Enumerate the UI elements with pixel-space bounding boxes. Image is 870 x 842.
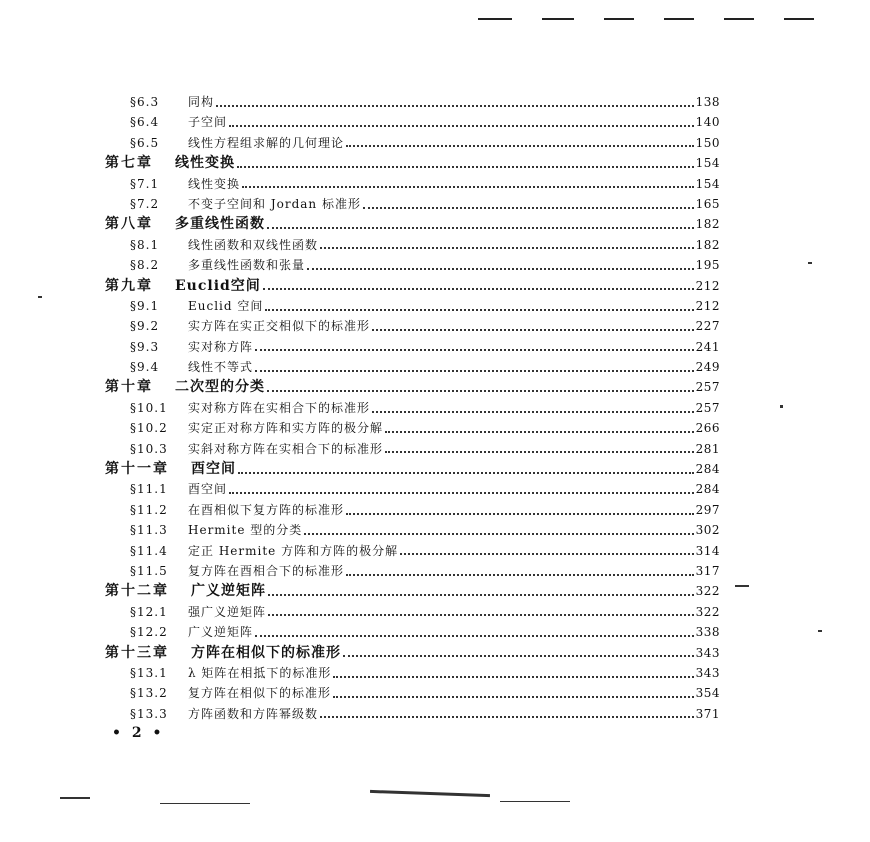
section-number: §6.5 xyxy=(130,135,160,150)
scan-mark xyxy=(780,405,783,408)
section-number: §7.2 xyxy=(130,196,160,211)
toc-section-row xyxy=(105,663,720,683)
section-title: 在酉相似下复方阵的标准形 xyxy=(188,502,345,517)
page-number: 314 xyxy=(695,543,720,558)
toc-section-row xyxy=(105,561,720,581)
toc-chapter-row xyxy=(105,459,720,479)
page-number: 322 xyxy=(695,604,720,619)
section-number: §10.1 xyxy=(130,400,168,415)
section-number: §13.2 xyxy=(130,686,168,701)
section-number: §11.2 xyxy=(130,502,168,517)
page-number: 154 xyxy=(695,156,720,171)
toc-chapter-row xyxy=(105,153,720,173)
section-title: 广义逆矩阵 xyxy=(188,625,254,640)
page-number: 371 xyxy=(695,706,720,721)
page-number: 154 xyxy=(695,176,720,191)
section-number: §13.1 xyxy=(130,665,168,680)
section-title: λ 矩阵在相抵下的标准形 xyxy=(188,665,332,680)
page-number: 212 xyxy=(695,278,720,293)
toc-section-row xyxy=(105,479,720,499)
dot-leader xyxy=(229,124,694,127)
section-title: 实对称方阵 xyxy=(188,339,254,354)
section-title: 线性变换 xyxy=(188,176,241,191)
page-number: 284 xyxy=(695,482,720,497)
dot-leader xyxy=(255,369,694,372)
page-number: 138 xyxy=(695,95,720,109)
page-number: 297 xyxy=(695,502,720,517)
toc-chapter-row xyxy=(105,643,720,663)
dot-leader xyxy=(320,246,694,249)
section-title: 实对称方阵在实相合下的标准形 xyxy=(188,400,371,415)
dot-leader xyxy=(265,308,693,311)
section-title: 实斜对称方阵在实相合下的标准形 xyxy=(188,441,384,456)
dot-leader xyxy=(385,430,694,433)
dot-leader xyxy=(267,389,694,392)
page-number: 249 xyxy=(695,360,720,375)
scan-mark xyxy=(818,630,822,632)
page-number: 266 xyxy=(695,421,720,436)
dot-leader xyxy=(333,675,693,678)
dot-leader xyxy=(400,552,694,555)
section-number: §7.1 xyxy=(130,176,160,191)
toc-section-row xyxy=(105,704,720,724)
dot-leader xyxy=(333,695,694,698)
page-number: 182 xyxy=(695,217,720,232)
page-number: 257 xyxy=(695,400,720,415)
chapter-number: 第七章 xyxy=(105,155,153,172)
toc-section-row xyxy=(105,133,720,153)
scan-mark xyxy=(808,262,812,264)
dot-leader xyxy=(267,226,694,229)
scan-mark xyxy=(38,296,42,298)
section-title: 方阵函数和方阵幂级数 xyxy=(188,706,319,721)
page-number-footer: • 2 • xyxy=(112,725,165,741)
chapter-title: 二次型的分类 xyxy=(175,379,265,396)
toc-section-row xyxy=(105,520,720,540)
section-number: §9.1 xyxy=(130,298,160,313)
toc-chapter-row xyxy=(105,377,720,397)
dot-leader xyxy=(307,267,694,270)
page-number: 354 xyxy=(695,686,720,701)
scan-mark xyxy=(370,790,490,797)
dot-leader xyxy=(346,573,694,576)
section-number: §6.4 xyxy=(130,115,160,130)
dot-leader xyxy=(372,328,694,331)
page-number: 212 xyxy=(695,298,720,313)
dot-leader xyxy=(229,491,694,494)
section-number: §9.3 xyxy=(130,339,160,354)
section-number: §13.3 xyxy=(130,706,168,721)
header-rule-dashes xyxy=(478,18,844,20)
chapter-title: 线性变换 xyxy=(175,155,235,172)
section-number: §11.5 xyxy=(130,563,168,578)
page-number: 165 xyxy=(695,196,720,211)
scan-mark xyxy=(60,797,90,799)
toc-section-row xyxy=(105,337,720,357)
chapter-number: 第十二章 xyxy=(105,583,169,600)
section-title: 线性方程组求解的几何理论 xyxy=(188,135,345,150)
toc-section-row xyxy=(105,683,720,703)
chapter-title: 方阵在相似下的标准形 xyxy=(191,644,341,661)
dot-leader xyxy=(304,532,693,535)
dot-leader xyxy=(346,144,694,147)
dot-leader xyxy=(238,471,694,474)
scan-mark xyxy=(160,803,250,804)
toc-chapter-row xyxy=(105,581,720,601)
section-number: §12.2 xyxy=(130,625,168,640)
dot-leader xyxy=(255,348,694,351)
section-title: 不变子空间和 Jordan 标准形 xyxy=(188,196,361,211)
chapter-number: 第十一章 xyxy=(105,461,169,478)
section-title: 实方阵在实正交相似下的标准形 xyxy=(188,319,371,334)
dot-leader xyxy=(237,165,694,168)
page-number: 257 xyxy=(695,380,720,395)
chapter-number: 第十三章 xyxy=(105,644,169,661)
section-number: §11.4 xyxy=(130,543,168,558)
toc-section-row xyxy=(105,92,720,112)
section-number: §10.2 xyxy=(130,421,168,436)
scan-mark xyxy=(735,585,749,587)
section-number: §12.1 xyxy=(130,604,168,619)
section-title: 复方阵在酉相合下的标准形 xyxy=(188,563,345,578)
dot-leader xyxy=(363,206,694,209)
section-number: §8.2 xyxy=(130,258,160,273)
page-number: 317 xyxy=(695,563,720,578)
section-title: Euclid 空间 xyxy=(188,298,264,313)
dot-leader xyxy=(385,450,694,453)
page-number: 150 xyxy=(695,135,720,150)
toc-section-row xyxy=(105,194,720,214)
dot-leader xyxy=(268,593,694,596)
page-number: 302 xyxy=(695,523,720,538)
toc-section-row xyxy=(105,296,720,316)
dot-leader xyxy=(255,634,694,637)
toc-section-row xyxy=(105,541,720,561)
section-title: 同构 xyxy=(188,95,215,109)
section-number: §6.3 xyxy=(130,95,160,109)
section-title: 子空间 xyxy=(188,115,228,130)
toc-section-row xyxy=(105,316,720,336)
toc-chapter-row xyxy=(105,214,720,234)
page-number: 343 xyxy=(695,645,720,660)
toc-section-row xyxy=(105,439,720,459)
section-title: 强广义逆矩阵 xyxy=(188,604,267,619)
section-number: §9.4 xyxy=(130,360,160,375)
chapter-title: 广义逆矩阵 xyxy=(191,583,266,600)
section-number: §10.3 xyxy=(130,441,168,456)
toc-section-row xyxy=(105,235,720,255)
toc-section-row xyxy=(105,112,720,132)
toc-section-row xyxy=(105,398,720,418)
dot-leader xyxy=(343,654,694,657)
section-number: §9.2 xyxy=(130,319,160,334)
toc-section-row xyxy=(105,174,720,194)
dot-leader xyxy=(263,287,694,290)
toc-section-row xyxy=(105,418,720,438)
chapter-number: 第八章 xyxy=(105,216,153,233)
page-number: 343 xyxy=(695,665,720,680)
page-number: 182 xyxy=(695,237,720,252)
section-title: 复方阵在相似下的标准形 xyxy=(188,686,332,701)
page-number: 284 xyxy=(695,462,720,477)
dot-leader xyxy=(268,613,694,616)
page-number: 338 xyxy=(695,625,720,640)
table-of-contents xyxy=(105,92,720,724)
section-number: §8.1 xyxy=(130,237,160,252)
page-number: 281 xyxy=(695,441,720,456)
page-number: 227 xyxy=(695,319,720,334)
dot-leader xyxy=(372,410,694,413)
section-title: 线性不等式 xyxy=(188,360,254,375)
section-number: §11.3 xyxy=(130,523,168,538)
page-number: 195 xyxy=(695,258,720,273)
section-title: 多重线性函数和张量 xyxy=(188,258,306,273)
chapter-title: 多重线性函数 xyxy=(175,216,265,233)
page-number: 322 xyxy=(695,584,720,599)
chapter-title: Euclid空间 xyxy=(175,277,261,294)
toc-chapter-row xyxy=(105,276,720,296)
section-title: 酉空间 xyxy=(188,482,228,497)
dot-leader xyxy=(242,185,694,188)
scan-mark xyxy=(500,801,570,802)
chapter-number: 第九章 xyxy=(105,277,153,294)
toc-section-row xyxy=(105,255,720,275)
toc-section-row xyxy=(105,357,720,377)
dot-leader xyxy=(346,512,694,515)
dot-leader xyxy=(216,104,694,107)
page-number: 140 xyxy=(695,115,720,130)
section-title: 实定正对称方阵和实方阵的极分解 xyxy=(188,421,384,436)
toc-section-row xyxy=(105,500,720,520)
dot-leader xyxy=(320,715,694,718)
section-number: §11.1 xyxy=(130,482,168,497)
section-title: Hermite 型的分类 xyxy=(188,523,303,538)
section-title: 定正 Hermite 方阵和方阵的极分解 xyxy=(188,543,399,558)
toc-section-row xyxy=(105,622,720,642)
section-title: 线性函数和双线性函数 xyxy=(188,237,319,252)
page-number: 241 xyxy=(695,339,720,354)
chapter-number: 第十章 xyxy=(105,379,153,396)
chapter-title: 酉空间 xyxy=(191,461,236,478)
toc-section-row xyxy=(105,602,720,622)
